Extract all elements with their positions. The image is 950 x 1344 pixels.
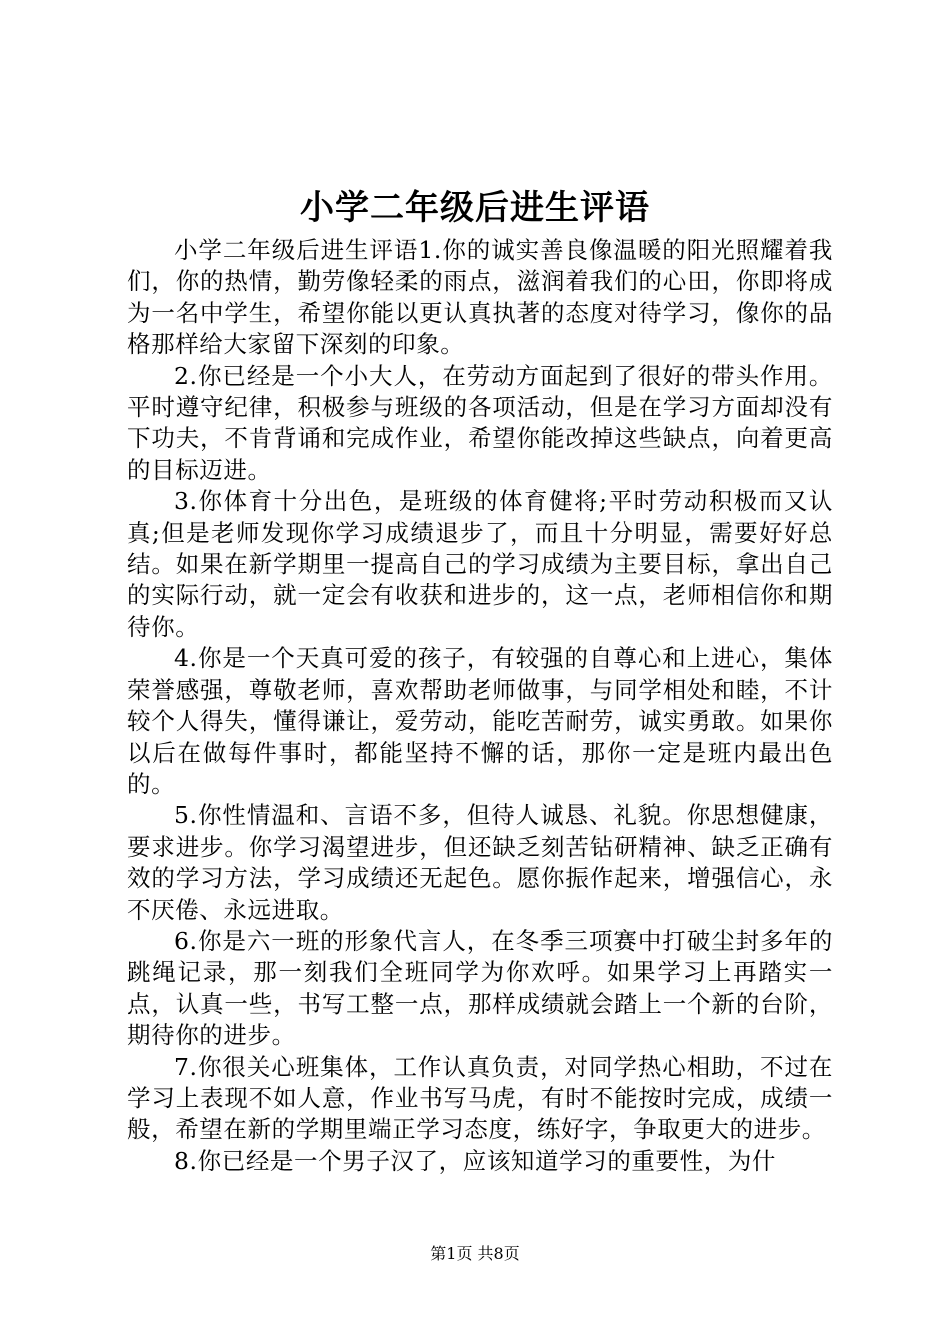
paragraph-1: 小学二年级后进生评语1.你的诚实善良像温暖的阳光照耀着我们，你的热情，勤劳像轻柔的雨点，滋润着我们的心田，你即将成为一名中学生，希望你能以更认真执著的态度对待学习，像你的品格那样给大家留下深刻的印象。 (127, 236, 833, 359)
page-number-footer: 第1页 共8页 (430, 1244, 520, 1263)
paragraph-5: 5.你性情温和、言语不多，但待人诚恳、礼貌。你思想健康，要求进步。你学习渴望进步，但还缺乏刻苦钻研精神、缺乏正确有效的学习方法，学习成绩还无起色。愿你振作起来，增强信心，永不厌倦、永远进取。 (127, 801, 833, 924)
page-title: 小学二年级后进生评语 (300, 188, 650, 228)
paragraph-8: 8.你已经是一个男子汉了，应该知道学习的重要性，为什 (174, 1146, 777, 1175)
paragraph-6: 6.你是六一班的形象代言人，在冬季三项赛中打破尘封多年的跳绳记录，那一刻我们全班同学为你欢呼。如果学习上再踏实一点，认真一些，书写工整一点，那样成绩就会踏上一个新的台阶，期待你的进步。 (127, 926, 833, 1050)
paragraph-7: 7.你很关心班集体，工作认真负责，对同学热心相助，不过在学习上表现不如人意，作业书写马虎，有时不能按时完成，成绩一般，希望在新的学期里端正学习态度，练好字，争取更大的进步。 (127, 1052, 833, 1144)
paragraph-3: 3.你体育十分出色，是班级的体育健将;平时劳动积极而又认真;但是老师发现你学习成绩退步了，而且十分明显，需要好好总结。如果在新学期里一提高自己的学习成绩为主要目标，拿出自己的实际行动，就一定会有收获和进步的，这一点，老师相信你和期待你。 (127, 487, 833, 641)
paragraph-2: 2.你已经是一个小大人，在劳动方面起到了很好的带头作用。平时遵守纪律，积极参与班级的各项活动，但是在学习方面却没有下功夫，不肯背诵和完成作业，希望你能改掉这些缺点，向着更高的目标迈进。 (127, 361, 833, 484)
document-body (127, 235, 833, 1177)
paragraph-4: 4.你是一个天真可爱的孩子，有较强的自尊心和上进心，集体荣誉感强，尊敬老师，喜欢帮助老师做事，与同学相处和睦，不计较个人得失，懂得谦让，爱劳动，能吃苦耐劳，诚实勇敢。如果你以后在做每件事时，都能坚持不懈的话，那你一定是班内最出色的。 (127, 644, 833, 798)
